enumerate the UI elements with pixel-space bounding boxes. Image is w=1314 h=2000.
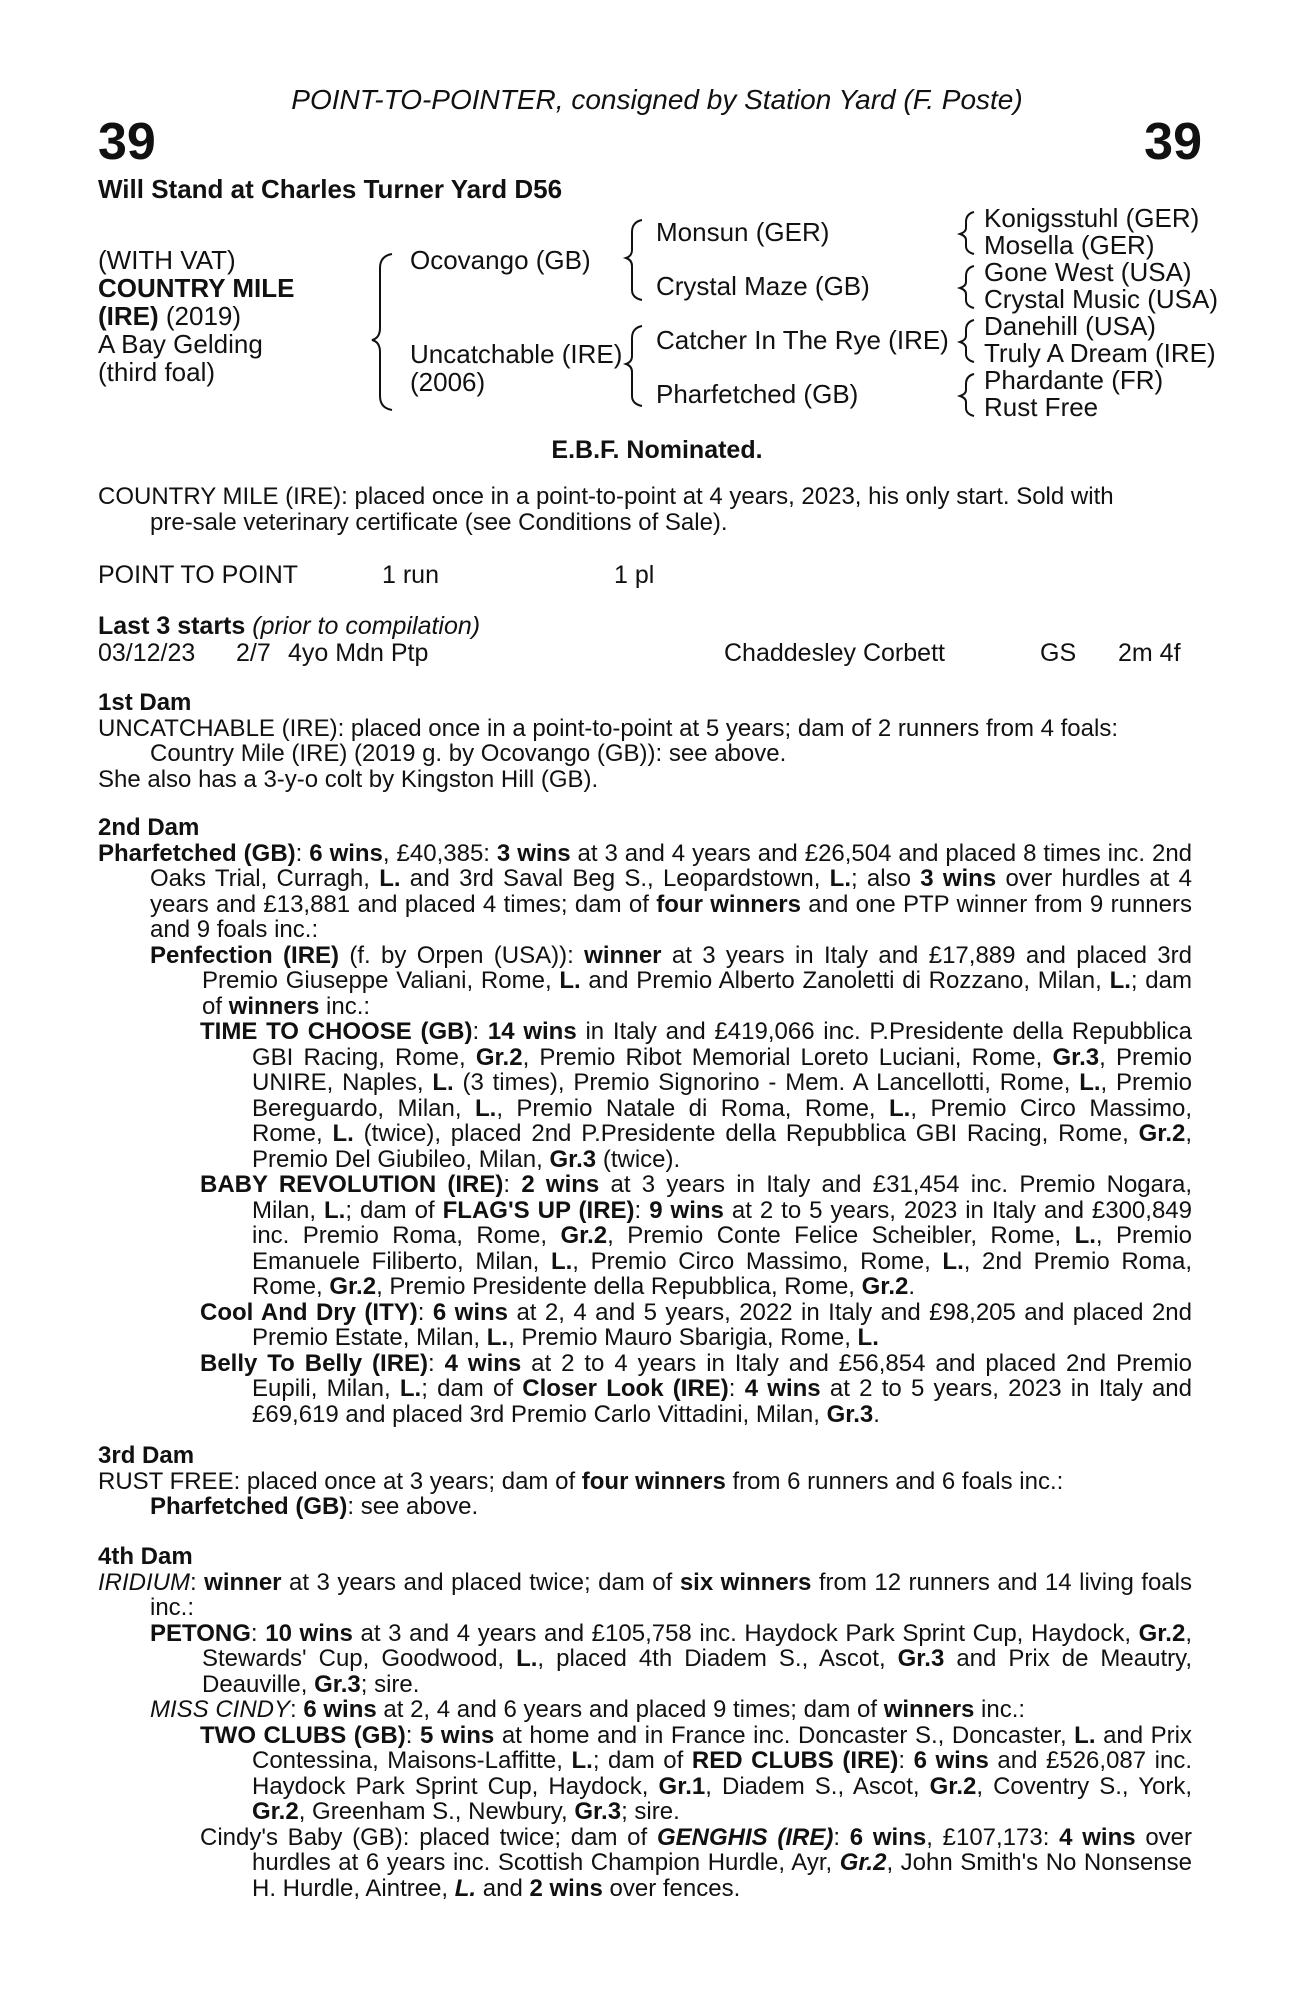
sire-dam: Crystal Maze (GB) xyxy=(656,271,870,301)
ebf-nominated: E.B.F. Nominated. xyxy=(551,436,763,464)
sire-dam-dam: Crystal Music (USA) xyxy=(984,284,1219,314)
lot-number-left: 39 xyxy=(98,113,156,171)
rust-free-entry: RUST FREE: placed once at 3 years; dam of four winners from 6 runners and 6 foals inc.: xyxy=(98,1467,1064,1495)
last-starts-title: Last 3 starts xyxy=(98,612,246,640)
horse-name: COUNTRY MILE xyxy=(98,273,295,303)
dam-dam-sire: Phardante (FR) xyxy=(984,365,1164,395)
first-dam-line-3: She also has a 3-y-o colt by Kingston Hill (GB). xyxy=(98,765,599,793)
dam-dam-dam: Rust Free xyxy=(984,392,1099,422)
iridium-entry: IRIDIUM: winner at 3 years and placed twice; dam of six winners from 12 runners and 14 living foals inc.: xyxy=(98,1568,1192,1621)
start-course: Chaddesley Corbett xyxy=(724,639,945,667)
summary xyxy=(98,484,1192,535)
record-placed: 1 pl xyxy=(614,561,655,589)
dam-dam: Pharfetched (GB) xyxy=(656,379,859,409)
dam-sire: Catcher In The Rye (IRE) xyxy=(656,325,949,355)
third-dam-heading: 3rd Dam xyxy=(98,1442,195,1469)
record-label: POINT TO POINT xyxy=(98,561,299,589)
start-date: 03/12/23 xyxy=(98,639,196,667)
fourth-dam-heading: 4th Dam xyxy=(98,1543,193,1570)
vat-label: (WITH VAT) xyxy=(98,245,236,275)
first-dam-section xyxy=(98,690,1192,792)
fourth-dam-section xyxy=(98,1544,1192,1901)
cool-and-dry-entry: Cool And Dry (ITY): 6 wins at 2, 4 and 5 years, 2022 in Italy and £98,205 and placed 2nd Premio Estate, Milan, L., Premio Mauro Sbarigia, Rome, L. xyxy=(200,1298,1192,1351)
sire-sire-dam: Mosella (GER) xyxy=(984,230,1155,260)
sire-name: Ocovango (GB) xyxy=(410,245,591,275)
start-position: 2/7 xyxy=(236,639,271,667)
start-distance: 2m 4f xyxy=(1118,639,1181,667)
foal-number: (third foal) xyxy=(98,357,216,387)
sire-dam-sire: Gone West (USA) xyxy=(984,257,1192,287)
dam-year: (2006) xyxy=(410,367,486,397)
second-dam-section xyxy=(98,815,1192,1427)
dam-sire-dam: Truly A Dream (IRE) xyxy=(984,338,1216,368)
last-starts-heading xyxy=(98,612,480,641)
penfection-entry: Penfection (IRE) (f. by Orpen (USA)): winner at 3 years in Italy and £17,889 and placed 3rd Premio Giuseppe Valiani, Rome, L. and Premio Alberto Zanoletti di Rozzano, Milan, L.; dam of winners inc.: xyxy=(150,941,1192,1020)
sire-sire-sire: Konigsstuhl (GER) xyxy=(984,203,1200,233)
pharfetched-ref: Pharfetched (GB): see above. xyxy=(150,1493,479,1520)
horse-description: A Bay Gelding xyxy=(98,329,263,359)
summary-line-2: pre-sale veterinary certificate (see Conditions of Sale). xyxy=(150,508,728,536)
start-going: GS xyxy=(1040,639,1077,667)
start-race: 4yo Mdn Ptp xyxy=(288,639,429,667)
summary-line-1: COUNTRY MILE (IRE): placed once in a point-to-point at 4 years, 2023, his only start. Sold with xyxy=(98,483,1114,510)
first-dam-line-1: UNCATCHABLE (IRE): placed once in a point-to-point at 5 years; dam of 2 runners from 4 foals: xyxy=(98,714,1118,742)
petong-entry: PETONG: 10 wins at 3 and 4 years and £105,758 inc. Haydock Park Sprint Cup, Haydock, Gr.2, Stewards' Cup, Goodwood, L., placed 4th Diadem S., Ascot, Gr.3 and Prix de Meautry, Deauville, Gr.3; sire. xyxy=(150,1619,1193,1698)
lot-number-right: 39 xyxy=(1144,113,1202,171)
horse-suffix: (IRE) xyxy=(98,301,159,331)
second-dam-heading: 2nd Dam xyxy=(98,814,200,841)
baby-revolution-entry: BABY REVOLUTION (IRE): 2 wins at 3 years in Italy and £31,454 inc. Premio Nogara, Milan, L.; dam of FLAG'S UP (IRE): 9 wins at 2 to 5 years, 2023 in Italy and £300,849 inc. Premio Roma, Rome, Gr.2, Premio Conte Felice Scheibler, Rome, L., Premio Emanuele Filiberto, Milan, L., Premio Circo Massimo, Rome, L., 2nd Premio Roma, Rome, Gr.2, Premio Presidente della Repubblica, Rome, Gr.2. xyxy=(200,1171,1193,1300)
belly-to-belly-entry: Belly To Belly (IRE): 4 wins at 2 to 4 years in Italy and £56,854 and placed 2nd Premio Eupili, Milan, L.; dam of Closer Look (IRE): 4 wins at 2 to 5 years, 2023 in Italy and £69,619 and placed 3rd Premio Carlo Vittadini, Milan, Gr.3. xyxy=(200,1349,1192,1428)
first-dam-line-2: Country Mile (IRE) (2019 g. by Ocovango (GB)): see above. xyxy=(150,740,787,767)
first-dam-heading: 1st Dam xyxy=(98,689,192,716)
dam-sire-sire: Danehill (USA) xyxy=(984,311,1156,341)
sire-sire: Monsun (GER) xyxy=(656,217,830,247)
third-dam-section xyxy=(98,1443,1192,1520)
two-clubs-entry: TWO CLUBS (GB): 5 wins at home and in France inc. Doncaster S., Doncaster, L. and Prix Contessina, Maisons-Laffitte, L.; dam of RED CLUBS (IRE): 6 wins and £526,087 inc. Haydock Park Sprint Cup, Haydock, Gr.1, Diadem S., Ascot, Gr.2, Coventry S., York, Gr.2, Greenham S., Newbury, Gr.3; sire. xyxy=(200,1721,1193,1825)
stand-location: Will Stand at Charles Turner Yard D56 xyxy=(98,174,563,204)
consignor-line: POINT-TO-POINTER, consigned by Station Yard (F. Poste) xyxy=(291,84,1023,115)
pharfetched-entry: Pharfetched (GB): 6 wins, £40,385: 3 wins at 3 and 4 years and £26,504 and placed 8 times inc. 2nd Oaks Trial, Curragh, L. and 3rd Saval Beg S., Leopardstown, L.; also 3 wins over hurdles at 4 years and £13,881 and placed 4 times; dam of four winners and one PTP winner from 9 runners and 9 foals inc.: xyxy=(98,839,1193,943)
time-to-choose-entry: TIME TO CHOOSE (GB): 14 wins in Italy and £419,066 inc. P.Presidente della Repubblica GBI Racing, Rome, Gr.2, Premio Ribot Memorial Loreto Luciani, Rome, Gr.3, Premio UNIRE, Naples, L. (3 times), Premio Signorino - Mem. A Lancellotti, Rome, L., Premio Bereguardo, Milan, L., Premio Natale di Roma, Rome, L., Premio Circo Massimo, Rome, L. (twice), placed 2nd P.Presidente della Repubblica GBI Racing, Rome, Gr.2, Premio Del Giubileo, Milan, Gr.3 (twice). xyxy=(200,1018,1193,1173)
dam-name: Uncatchable (IRE) xyxy=(410,339,623,369)
horse-year: (2019) xyxy=(158,301,242,331)
cindys-baby-entry: Cindy's Baby (GB): placed twice; dam of GENGHIS (IRE): 6 wins, £107,173: 4 wins over hurdles at 6 years inc. Scottish Champion Hurdle, Ayr, Gr.2, John Smith's No Nonsense H. Hurdle, Aintree, L. and 2 wins over fences. xyxy=(200,1823,1193,1902)
miss-cindy-entry: MISS CINDY: 6 wins at 2, 4 and 6 years and placed 9 times; dam of winners inc.: xyxy=(150,1696,1026,1723)
record-runs: 1 run xyxy=(382,561,439,589)
last-starts-note: (prior to compilation) xyxy=(245,612,481,640)
